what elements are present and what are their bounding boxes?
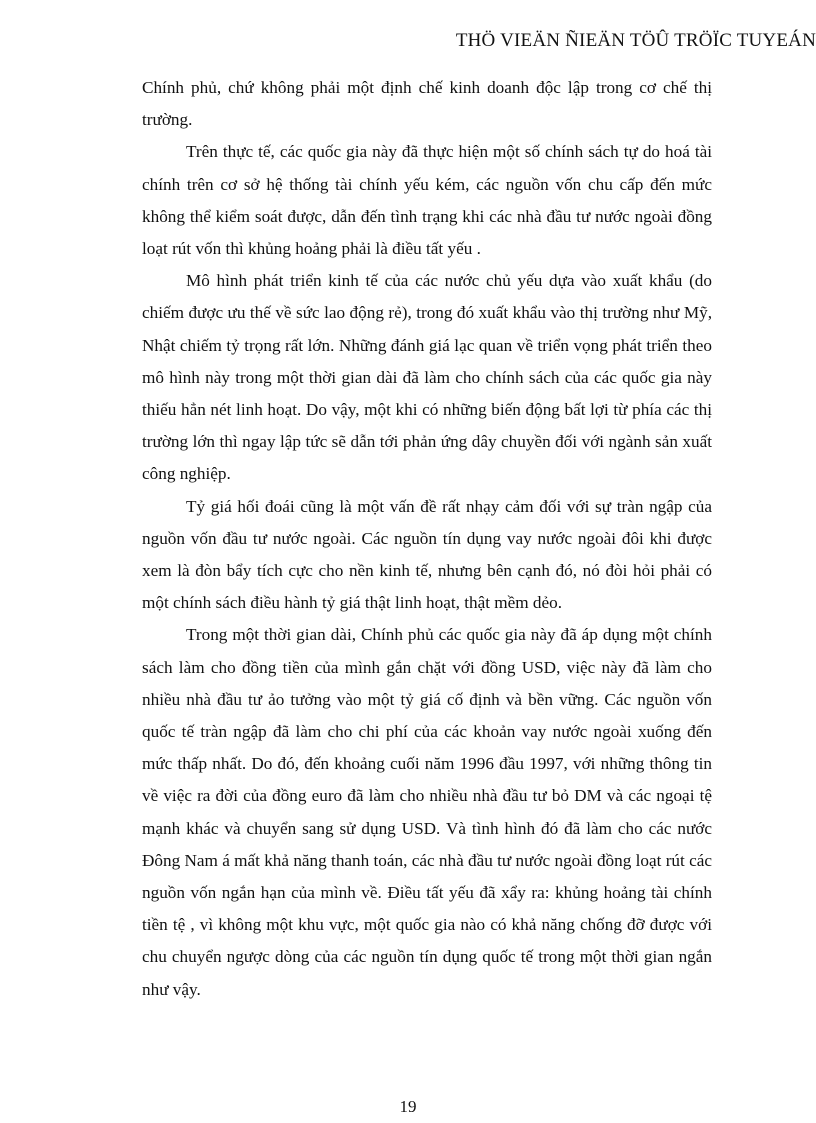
running-header: THÖ VIEÄN ÑIEÄN TÖÛ TRÖÏC TUYEÁN [455, 30, 816, 51]
paragraph-3: Mô hình phát triển kinh tế của các nước chủ yếu dựa vào xuất khẩu (do chiếm được ưu thế về sức lao động rẻ), trong đó xuất khẩu vào thị trường như Mỹ, Nhật chiếm tỷ trọng rất lớn. Những đánh giá lạc quan về triển vọng phát triển theo mô hình này trong một thời gian dài đã làm cho chính sách của các quốc gia này thiếu hẳn nét linh hoạt. Do vậy, một khi có những biến động bất lợi từ phía các thị trường lớn thì ngay lập tức sẽ dẫn tới phản ứng dây chuyền đối với ngành sản xuất công nghiệp. [142, 271, 712, 484]
page-number: 19 [399, 1097, 417, 1116]
paragraph-4: Tỷ giá hối đoái cũng là một vấn đề rất nhạy cảm đối với sự tràn ngập của nguồn vốn đầu tư nước ngoài. Các nguồn tín dụng vay nước ngoài đôi khi được xem là đòn bẩy tích cực cho nền kinh tế, nhưng bên cạnh đó, nó đòi hỏi phải có một chính sách điều hành tỷ giá thật linh hoạt, thật mềm dẻo. [142, 496, 712, 613]
body-text [142, 72, 712, 1006]
paragraph-2: Trên thực tế, các quốc gia này đã thực hiện một số chính sách tự do hoá tài chính trên cơ sở hệ thống tài chính yếu kém, các nguồn vốn chu cấp đến mức không thể kiểm soát được, dẫn đến tình trạng khi các nhà đầu tư nước ngoài đồng loạt rút vốn thì khủng hoảng phải là điều tất yếu . [142, 142, 712, 259]
paragraph-5: Trong một thời gian dài, Chính phủ các quốc gia này đã áp dụng một chính sách làm cho đồng tiền của mình gắn chặt với đồng USD, việc này đã làm cho nhiều nhà đầu tư ảo tưởng vào một tỷ giá cố định và bền vững. Các nguồn vốn quốc tế tràn ngập đã làm cho chi phí của các khoản vay nước ngoài xuống đến mức thấp nhất. Do đó, đến khoảng cuối năm 1996 đầu 1997, với những thông tin về việc ra đời của đồng euro đã làm cho nhiều nhà đầu tư bỏ DM và các ngoại tệ mạnh khác và chuyển sang sử dụng USD. Và tình hình đó đã làm cho các nước Đông Nam á mất khả năng thanh toán, các nhà đầu tư nước ngoài đồng loạt rút các nguồn vốn ngắn hạn của mình về. Điều tất yếu đã xẩy ra: khủng hoảng tài chính tiền tệ , vì không một khu vực, một quốc gia nào có khả năng chống đỡ được với chu chuyển ngược dòng của các nguồn tín dụng quốc tế trong một thời gian ngắn như vậy. [142, 625, 712, 999]
paragraph-1: Chính phủ, chứ không phải một định chế kinh doanh độc lập trong cơ chế thị trường. [142, 78, 712, 130]
